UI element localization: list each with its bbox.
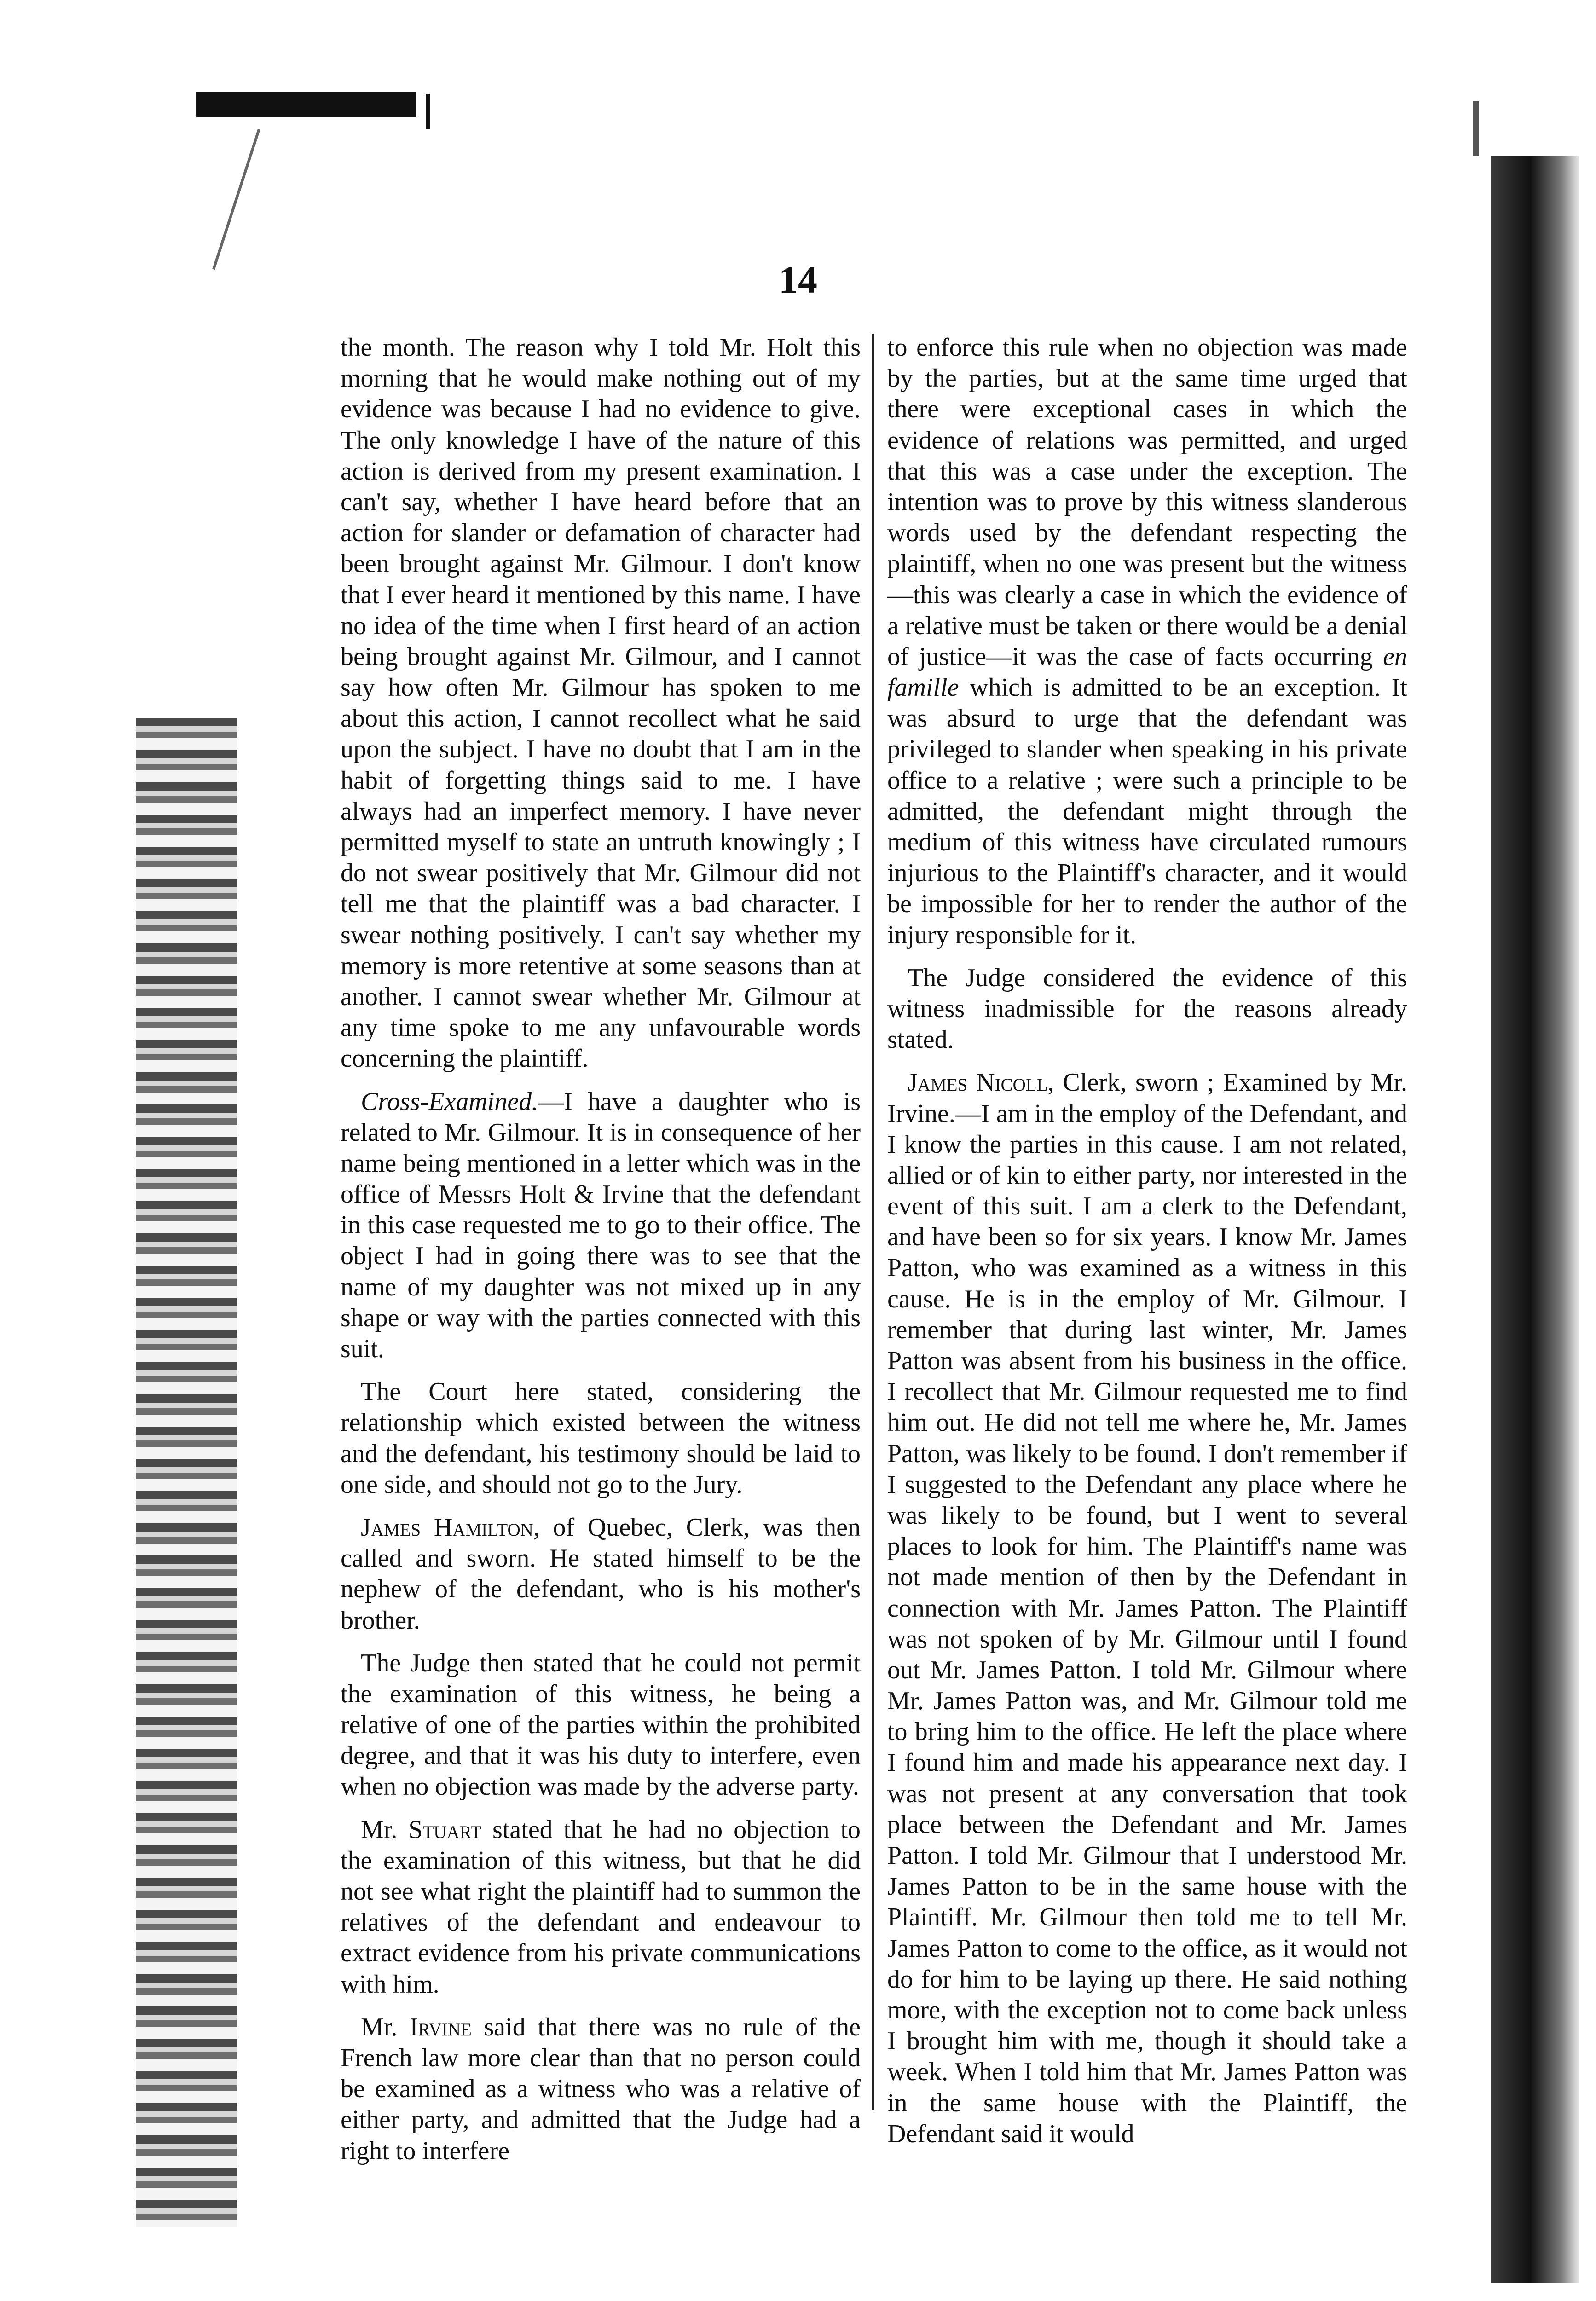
- right-column: [887, 332, 1407, 2150]
- cross-examined-text: —I have a daughter who is related to Mr. Gilmour. It is in consequence of her name being mentioned in a letter which was in the office of Messrs Holt & Irvine that the defendant in this case requested me to go to their office. The object I had in going there was to see that the name of my daughter was not mixed up in any shape or way with the parties connected with this suit.: [341, 1087, 861, 1363]
- continuation-italic: en famille: [887, 642, 1407, 702]
- witness-name-nicoll: James Nicoll: [908, 1068, 1048, 1097]
- left-column: [341, 332, 861, 2167]
- nicoll-text: , Clerk, sworn ; Examined by Mr. Irvine.—I am in the employ of the Defendant, and I know the parties in this cause. I am not related, allied or of kin to either party, nor interested in the event of this suit. I am a clerk to the Defendant, and have been so for six years. I know Mr. James Patton, who was examined as a witness in this cause. He is in the employ of Mr. Gilmour. I remember that during last winter, Mr. James Patton was absent from his business in the office. I recollect that Mr. Gilmour requested me to find him out. He did not tell me where he, Mr. James Patton, was likely to be found. I don't remember if I suggested to the Defendant any place where he was likely to be found, but I went to several places to look for him. The Plaintiff's name was not made mention of then by the Defendant in connection with Mr. James Patton. The Plaintiff was not spoken of by Mr. Gilmour until I found out Mr. James Patton. I told Mr. Gilmour where Mr. James Patton was, and Mr. Gilmour told me to bring him to the office. He left the place where I found him and made his appearance next day. I was not present at any conversation that took place between the Defendant and Mr. James Patton. I told Mr. Gilmour that I understood Mr. James Patton to be in the same house with the Plaintiff. Mr. Gilmour then told me to tell Mr. James Patton to come to the office, as it would not do for him to be laying up there. He said nothing more, with the exception not to come back unless I brought him with me, though it should take a week. When I told him that Mr. James Patton was in the same house with the Plaintiff, the Defendant said it would: [887, 1068, 1408, 2148]
- scan-scratch: [212, 129, 260, 270]
- hamilton-text: , of Quebec, Clerk, was then called and sworn. He stated himself to be the nephew of the defendant, who is his mother's brother.: [341, 1513, 861, 1635]
- witness-name-hamilton: James Hamilton: [361, 1513, 533, 1542]
- paragraph-court-statement: The Court here stated, considering the relationship which existed between the witness and the defendant, his testimony should be laid to one side, and should not go to the Jury.: [341, 1377, 861, 1499]
- paragraph-stuart: [341, 1815, 861, 2000]
- scan-edge-right: [1491, 156, 1579, 2283]
- paragraph-testimony: the month. The reason why I told Mr. Holt this morning that he would make nothing out of my evidence was because I had no evidence to give. The only knowledge I have of the nature of this action is derived from my present examination. I can't say, whether I have heard before that an action for slander or defamation of character had been brought against Mr. Gilmour. I don't know that I ever heard it mentioned by this name. I have no idea of the time when I first heard of an action being brought against Mr. Gilmour, and I cannot say how often Mr. Gilmour has spoken to me about this action, I cannot recollect what he said upon the subject. I have no doubt that I am in the habit of forgetting things said to me. I have always had an imperfect memory. I have never permitted myself to state an untruth knowingly ; I do not swear positively that Mr. Gilmour did not tell me that the plaintiff was a bad character. I swear nothing positively. I can't say whether my memory is more retentive at some seasons than at another. I cannot swear whether Mr. Gilmour at any time spoke to me any unfavourable words concerning the plaintiff.: [341, 333, 861, 1073]
- irvine-text: said that there was no rule of the French law more clear than that no person could be examined as a witness who was a relative of either party, and admitted that the Judge had a right to interfere: [341, 2012, 861, 2165]
- irvine-prefix: Mr.: [361, 2012, 410, 2041]
- column-divider: [872, 334, 874, 2110]
- paragraph-irvine: [341, 2012, 861, 2167]
- counsel-name-irvine: Irvine: [410, 2012, 472, 2041]
- paragraph-judge-statement: The Judge then stated that he could not permit the examination of this witness, he being a relative of one of the parties within the prohibited degree, and that it was his duty to interfere, even when no objection was made by the adverse party.: [341, 1648, 861, 1801]
- stuart-text: stated that he had no objection to the examination of this witness, but that he did not see what right the plaintiff had to summon the relatives of the defendant and endeavour to extract evidence from his private communications with him.: [341, 1815, 861, 1999]
- paragraph-continuation: [887, 332, 1407, 951]
- page-number: 14: [779, 259, 817, 301]
- counsel-name-stuart: Stuart: [408, 1815, 482, 1844]
- scan-bar-top-tick: [426, 94, 430, 129]
- cross-examined-heading: Cross-Examined.: [361, 1087, 538, 1116]
- paragraph-nicoll: [887, 1067, 1407, 2150]
- paragraph-cross-examined: [341, 1087, 861, 1365]
- scan-bar-top: [196, 92, 416, 117]
- stuart-prefix: Mr.: [361, 1815, 409, 1844]
- continuation-before: to enforce this rule when no objection was made by the parties, but at the same time urged that there were exceptional cases in which the evidence of relations was permitted, and urged that this was a case under the exception. The intention was to prove by this witness slanderous words used by the defendant respecting the plaintiff, when no one was present but the witness—this was clearly a case in which the evidence of a relative must be taken or there would be a denial of justice—it was the case of facts occurring: [887, 333, 1407, 671]
- scan-edge-left: [136, 718, 237, 2227]
- continuation-after: which is admitted to be an exception. It was absurd to urge that the defendant was privileged to slander when speaking in his private office to a relative ; were such a principle to be admitted, the defendant might through the medium of this witness have circulated rumours injurious to the Plaintiff's character, and it would be impossible for her to render the author of the injury responsible for it.: [887, 673, 1407, 949]
- scan-edge-right-top: [1473, 101, 1479, 156]
- paragraph-judge-decision: The Judge considered the evidence of this witness inadmissible for the reasons already stated.: [887, 963, 1407, 1054]
- paragraph-hamilton: [341, 1512, 861, 1636]
